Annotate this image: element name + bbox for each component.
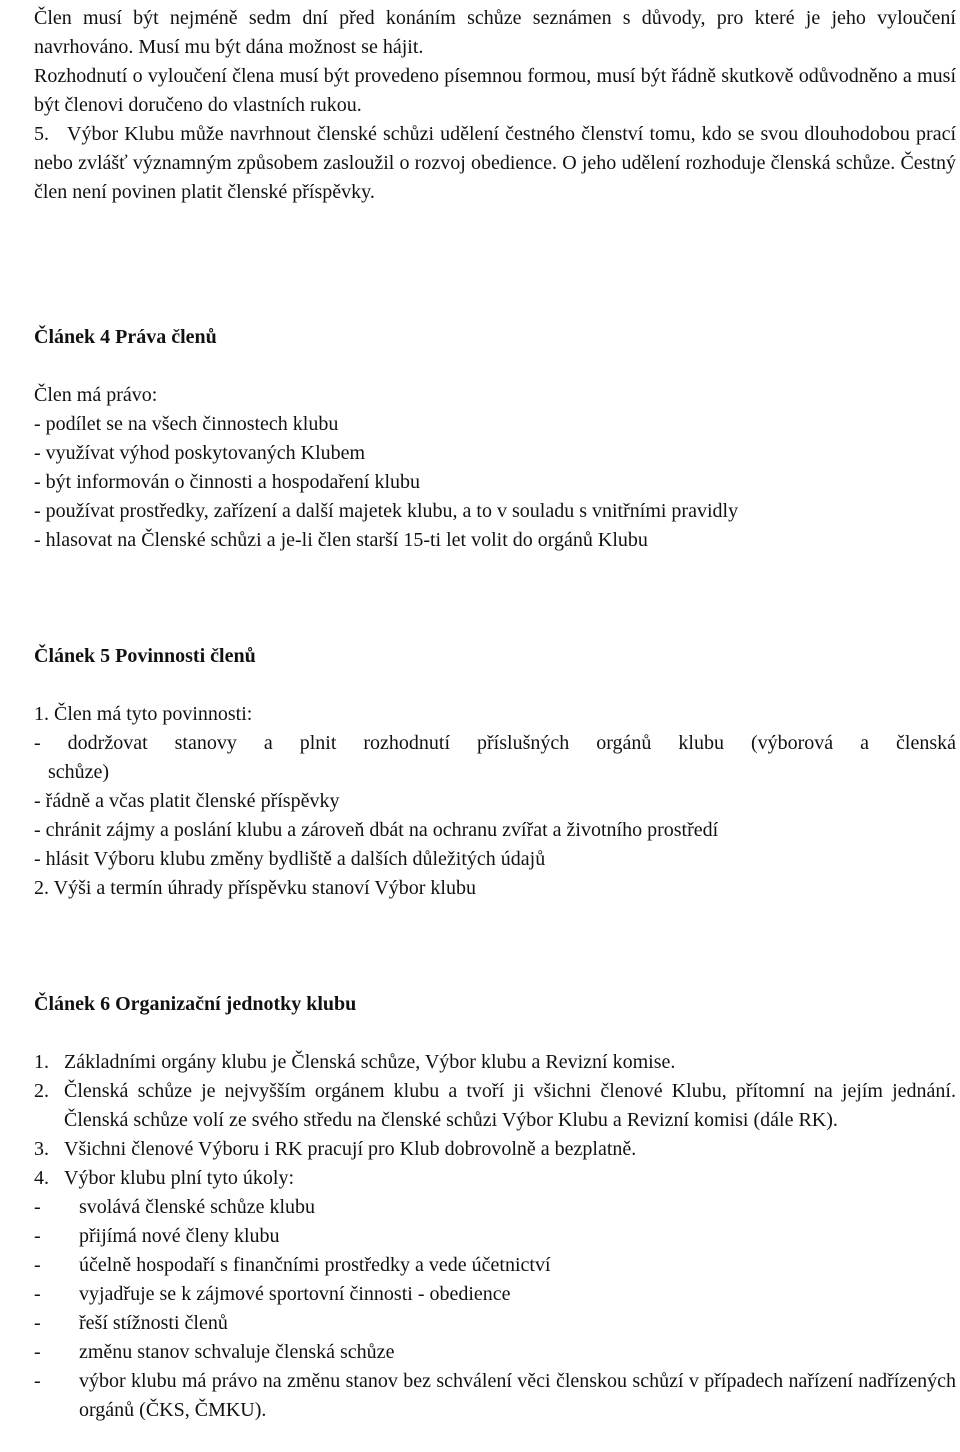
board-task bbox=[34, 1309, 956, 1338]
dash-marker: - bbox=[34, 1312, 41, 1334]
article-6-item bbox=[34, 1077, 956, 1135]
board-task-text: svolává členské schůze klubu bbox=[79, 1196, 316, 1218]
article-4-item: - používat prostředky, zařízení a další majetek klubu, a to v souladu s vnitřními pravidly bbox=[34, 500, 739, 522]
item-number: 5. bbox=[34, 123, 49, 145]
board-task bbox=[34, 1367, 956, 1425]
article-4-lead: Člen má právo: bbox=[34, 384, 158, 406]
article-5-list bbox=[34, 729, 956, 874]
board-task-text: účelně hospodaří s finančními prostředky a vede účetnictví bbox=[79, 1254, 551, 1276]
board-tasks-list bbox=[34, 1193, 956, 1425]
article-4-item: - podílet se na všech činnostech klubu bbox=[34, 413, 339, 435]
article-4-heading: Článek 4 Práva členů bbox=[34, 326, 217, 348]
spacer bbox=[34, 555, 956, 642]
article-5-item bbox=[34, 729, 956, 787]
item-number: 4. bbox=[34, 1167, 49, 1189]
dash-marker: - bbox=[34, 1225, 41, 1247]
spacer bbox=[34, 671, 956, 700]
article-4-item: - využívat výhod poskytovaných Klubem bbox=[34, 442, 366, 464]
dash-marker: - bbox=[34, 1196, 41, 1218]
item-text: Členská schůze je nejvyšším orgánem klubu a tvoří ji všichni členové Klubu, přítomní na jejím jednání. Členská schůze volí ze svého středu na členské schůzi Výbor Klubu a Revizní komisi (dále RK). bbox=[64, 1080, 956, 1131]
article-4-item: - být informován o činnosti a hospodaření klubu bbox=[34, 471, 421, 493]
item-text: Základními orgány klubu je Členská schůze, Výbor klubu a Revizní komise. bbox=[64, 1051, 676, 1073]
article-5-lead: 1. Člen má tyto povinnosti: bbox=[34, 703, 253, 725]
article-5-heading: Článek 5 Povinnosti členů bbox=[34, 645, 256, 667]
article-5-item: - chránit zájmy a poslání klubu a zároveň dbát na ochranu zvířat a životního prostředí bbox=[34, 819, 719, 841]
board-task-text: změnu stanov schvaluje členská schůze bbox=[79, 1341, 395, 1363]
dash-marker: - bbox=[34, 1370, 41, 1392]
intro-item-5 bbox=[34, 120, 956, 207]
article-5-item: - řádně a včas platit členské příspěvky bbox=[34, 790, 340, 812]
board-task bbox=[34, 1338, 956, 1367]
article-6-item bbox=[34, 1048, 956, 1077]
intro-paragraph-1: Člen musí být nejméně sedm dní před konáním schůze seznámen s důvody, pro které je jeho vyloučení navrhováno. Musí mu být dána možnost se hájit. bbox=[34, 7, 956, 58]
board-task-text: vyjadřuje se k zájmové sportovní činnosti - obedience bbox=[79, 1283, 511, 1305]
spacer bbox=[34, 1019, 956, 1048]
dash-marker: - bbox=[34, 1341, 41, 1363]
board-task-text: řeší stížnosti členů bbox=[79, 1312, 228, 1334]
board-task-text: přijímá nové členy klubu bbox=[79, 1225, 280, 1247]
article-4-item: - hlasovat na Členské schůzi a je-li člen starší 15-ti let volit do orgánů Klubu bbox=[34, 529, 648, 551]
board-task bbox=[34, 1222, 956, 1251]
article-5-item-cont: schůze) bbox=[48, 761, 110, 783]
article-6-heading: Článek 6 Organizační jednotky klubu bbox=[34, 993, 357, 1015]
item-text: Výbor Klubu může navrhnout členské schůzi udělení čestného členství tomu, kdo se svou dlouhodobou prací nebo zvlášť významným způsobem zasloužil o rozvoj obedience. O jeho udělení rozhoduje členská schůze. Čestný člen není povinen platit členské příspěvky. bbox=[34, 123, 956, 203]
article-5-item-2: 2. Výši a termín úhrady příspěvku stanoví Výbor klubu bbox=[34, 877, 476, 899]
item-number: 1. bbox=[34, 1051, 49, 1073]
dash-marker: - bbox=[34, 1283, 41, 1305]
item-number: 3. bbox=[34, 1138, 49, 1160]
board-task bbox=[34, 1193, 956, 1222]
board-task-text: výbor klubu má právo na změnu stanov bez schválení věci členskou schůzí v případech nařízení nadřízených orgánů (ČKS, ČMKU). bbox=[79, 1370, 956, 1421]
spacer bbox=[34, 903, 956, 990]
spacer bbox=[34, 352, 956, 381]
dash-marker: - bbox=[34, 1254, 41, 1276]
article-6-item bbox=[34, 1135, 956, 1164]
article-5-item-text: - dodržovat stanovy a plnit rozhodnutí příslušných orgánů klubu (výborová a členská bbox=[34, 732, 956, 754]
spacer bbox=[34, 207, 956, 323]
item-number: 2. bbox=[34, 1080, 49, 1102]
intro-paragraph-2: Rozhodnutí o vyloučení člena musí být provedeno písemnou formou, musí být řádně skutkově odůvodněno a musí být členovi doručeno do vlastních rukou. bbox=[34, 65, 956, 116]
article-5-item: - hlásit Výboru klubu změny bydliště a dalších důležitých údajů bbox=[34, 848, 546, 870]
board-task bbox=[34, 1251, 956, 1280]
item-text: Výbor klubu plní tyto úkoly: bbox=[64, 1167, 294, 1189]
article-6-item bbox=[34, 1164, 956, 1193]
board-task bbox=[34, 1280, 956, 1309]
item-text: Všichni členové Výboru i RK pracují pro Klub dobrovolně a bezplatně. bbox=[64, 1138, 637, 1160]
